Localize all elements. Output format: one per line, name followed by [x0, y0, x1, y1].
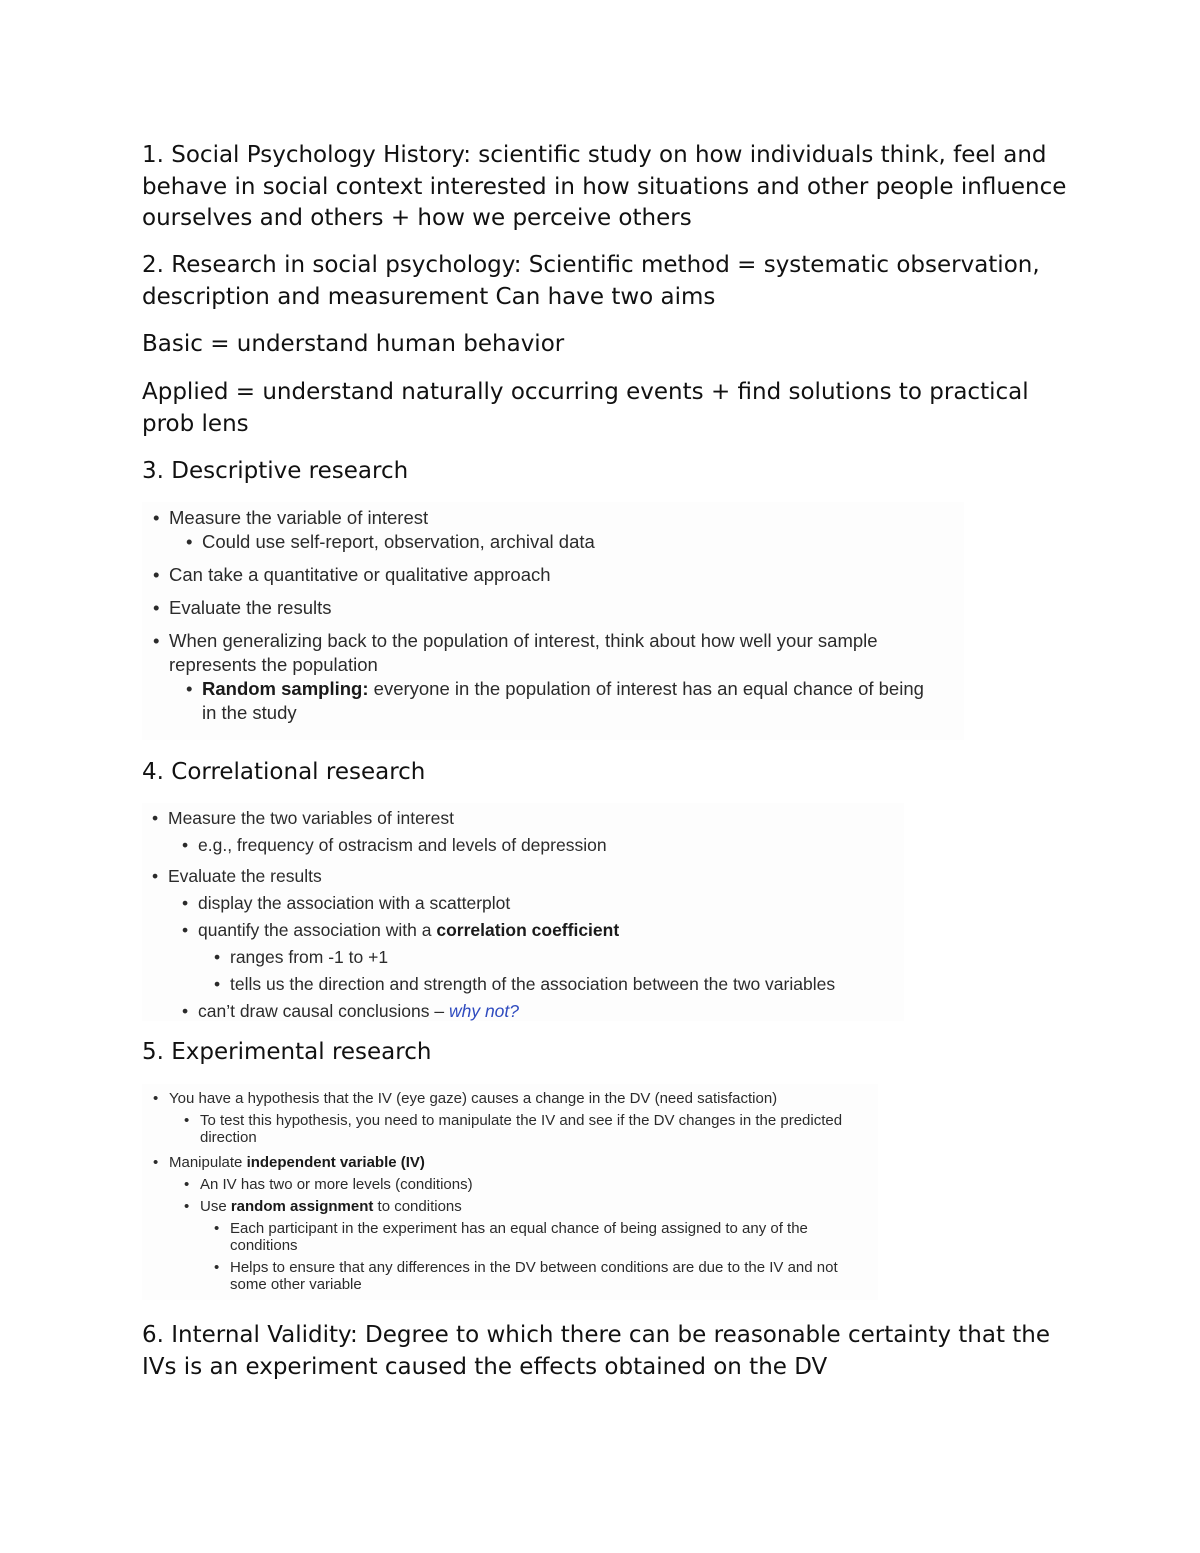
- section-5-heading: 5. Experimental research: [142, 1039, 432, 1065]
- slide-sub-sub-bullet: [230, 1220, 870, 1254]
- bullet-text: e.g., frequency of ostracism and levels of depression: [198, 835, 607, 855]
- bullet-text: display the association with a scatterplot: [198, 893, 511, 913]
- bullet-text: Each participant in the experiment has an equal chance of being assigned to any of the conditions: [230, 1220, 808, 1254]
- descriptive-research-slide: [142, 502, 964, 740]
- slide-bullet: [169, 1090, 869, 1107]
- bullet-text: can’t draw causal conclusions –: [198, 1001, 449, 1021]
- bullet-text: Could use self-report, observation, archival data: [202, 531, 595, 552]
- section-4-heading: 4. Correlational research: [142, 759, 426, 785]
- bullet-text: Use: [200, 1198, 231, 1215]
- bullet-text: Measure the two variables of interest: [168, 808, 454, 828]
- correlational-research-slide: [142, 803, 904, 1021]
- section-2-research: 2. Research in social psychology: Scientific method = systematic observation, description and measurement Can have two aims: [142, 252, 1040, 310]
- bullet-text: Evaluate the results: [169, 597, 332, 618]
- bullet-text: ranges from -1 to +1: [230, 947, 389, 967]
- slide-bullet: [169, 596, 939, 620]
- bullet-text: Can take a quantitative or qualitative approach: [169, 564, 551, 585]
- slide-bullet: [169, 1154, 869, 1171]
- slide-sub-bullet: [198, 892, 898, 915]
- slide-sub-bullet: [200, 1176, 869, 1193]
- slide-sub-sub-bullet: [230, 1259, 860, 1293]
- slide-sub-bullet: [198, 919, 898, 942]
- slide-bullet: [168, 865, 898, 888]
- bullet-text: Evaluate the results: [168, 866, 322, 886]
- slide-sub-bullet: [198, 1000, 898, 1023]
- slide-bullet: [169, 563, 939, 587]
- experimental-research-slide: [142, 1084, 878, 1300]
- bullet-text: Measure the variable of interest: [169, 507, 429, 528]
- correlation-coefficient-term: correlation coefficient: [436, 920, 620, 940]
- basic-aim: Basic = understand human behavior: [142, 331, 565, 357]
- bullet-text: everyone in the population of interest has an equal chance of being in the study: [202, 678, 924, 723]
- random-sampling-term: Random sampling:: [202, 678, 369, 699]
- slide-bullet: [168, 807, 898, 830]
- bullet-text: You have a hypothesis that the IV (eye gaze) causes a change in the DV (need satisfaction): [169, 1090, 778, 1107]
- slide-sub-bullet: [200, 1112, 850, 1146]
- slide-sub-bullet: [200, 1198, 869, 1215]
- bullet-text: quantify the association with a: [198, 920, 437, 940]
- bullet-text: Manipulate: [169, 1154, 247, 1171]
- bullet-text: Helps to ensure that any differences in the DV between conditions are due to the IV and not some other variable: [230, 1259, 838, 1293]
- slide-bullet: [169, 629, 899, 677]
- applied-aim: Applied = understand naturally occurring events + find solutions to practical prob lens: [142, 379, 1029, 437]
- slide-sub-bullet: [202, 677, 942, 725]
- slide-sub-bullet: [198, 834, 898, 857]
- bullet-text: When generalizing back to the population of interest, think about how well your sample represents the population: [169, 630, 878, 675]
- slide-sub-sub-bullet: [230, 946, 898, 969]
- bullet-text: An IV has two or more levels (conditions): [200, 1176, 473, 1193]
- independent-variable-term: independent variable (IV): [246, 1154, 425, 1171]
- why-not-question: why not?: [448, 1001, 520, 1021]
- section-6-internal-validity: 6. Internal Validity: Degree to which there can be reasonable certainty that the IVs is an experiment caused the effects obtained on the DV: [142, 1322, 1051, 1380]
- random-assignment-term: random assignment: [230, 1198, 374, 1215]
- bullet-text: tells us the direction and strength of the association between the two variables: [230, 974, 836, 994]
- bullet-text: to conditions: [373, 1198, 462, 1215]
- slide-bullet: [169, 506, 939, 530]
- bullet-text: To test this hypothesis, you need to manipulate the IV and see if the DV changes in the predicted direction: [200, 1112, 843, 1146]
- slide-sub-sub-bullet: [230, 973, 898, 996]
- slide-sub-bullet: [202, 530, 939, 554]
- section-1-social-psychology-history: 1. Social Psychology History: scientific study on how individuals think, feel and behave in social context interested in how situations and other people influence ourselves and others + how we perceive others: [142, 142, 1067, 231]
- section-3-heading: 3. Descriptive research: [142, 458, 409, 484]
